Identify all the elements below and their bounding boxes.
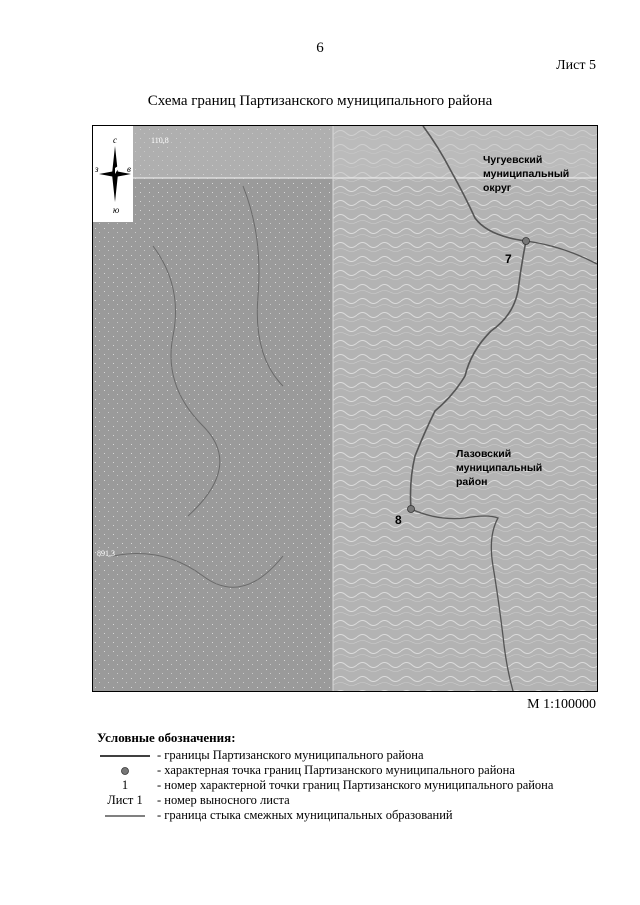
legend-item <box>97 748 597 763</box>
legend-item <box>97 778 597 793</box>
region-label-lazovsky: Лазовский <box>456 448 512 460</box>
boundary-line-icon <box>97 753 153 759</box>
compass-south-label: ю <box>113 205 120 215</box>
legend <box>97 730 597 823</box>
point-number-label: 8 <box>395 513 402 527</box>
legend-title: Условные обозначения: <box>97 730 236 745</box>
scale-label: М 1:100000 <box>527 697 596 712</box>
map-title: Схема границ Партизанского муниципального района <box>147 93 493 109</box>
map-canvas <box>93 126 597 691</box>
legend-item <box>97 793 597 808</box>
topo-label: 110,8 <box>151 136 169 145</box>
region-label-lazovsky: район <box>456 476 488 488</box>
point-number-label: 7 <box>505 252 512 266</box>
legend-item-label: - граница стыка смежных муниципальных образований <box>157 808 453 822</box>
legend-item <box>97 763 597 778</box>
legend-item-label: - границы Партизанского муниципального района <box>157 748 424 762</box>
characteristic-point-8 <box>408 506 415 513</box>
compass-east-label: в <box>127 164 131 174</box>
point-icon <box>97 766 153 776</box>
legend-item-label: - номер выносного листа <box>157 793 290 807</box>
region-label-lazovsky: муниципальный <box>456 462 543 474</box>
legend-symbol-text: Лист 1 <box>107 793 143 807</box>
characteristic-point-7 <box>523 238 530 245</box>
compass-west-label: з <box>95 164 99 174</box>
legend-symbol-text: 1 <box>121 778 129 792</box>
map-frame <box>92 125 598 692</box>
legend-item <box>97 808 597 823</box>
region-label-chuguevsky: муниципальный <box>483 168 570 180</box>
legend-item-label: - номер характерной точки границ Партизанского муниципального района <box>157 778 554 792</box>
region-label-chuguevsky: округ <box>483 182 512 194</box>
compass-icon <box>93 126 133 222</box>
compass-north-label: с <box>113 135 117 145</box>
junction-line-icon <box>97 813 153 819</box>
sheet-label: Лист 5 <box>556 58 596 73</box>
neighbor-contours <box>333 126 597 691</box>
legend-item-label: - характерная точка границ Партизанского муниципального района <box>157 763 515 777</box>
page-number: 6 <box>316 40 324 56</box>
region-label-chuguevsky: Чугуевский <box>483 154 543 166</box>
topo-label: 891,3 <box>97 549 115 558</box>
